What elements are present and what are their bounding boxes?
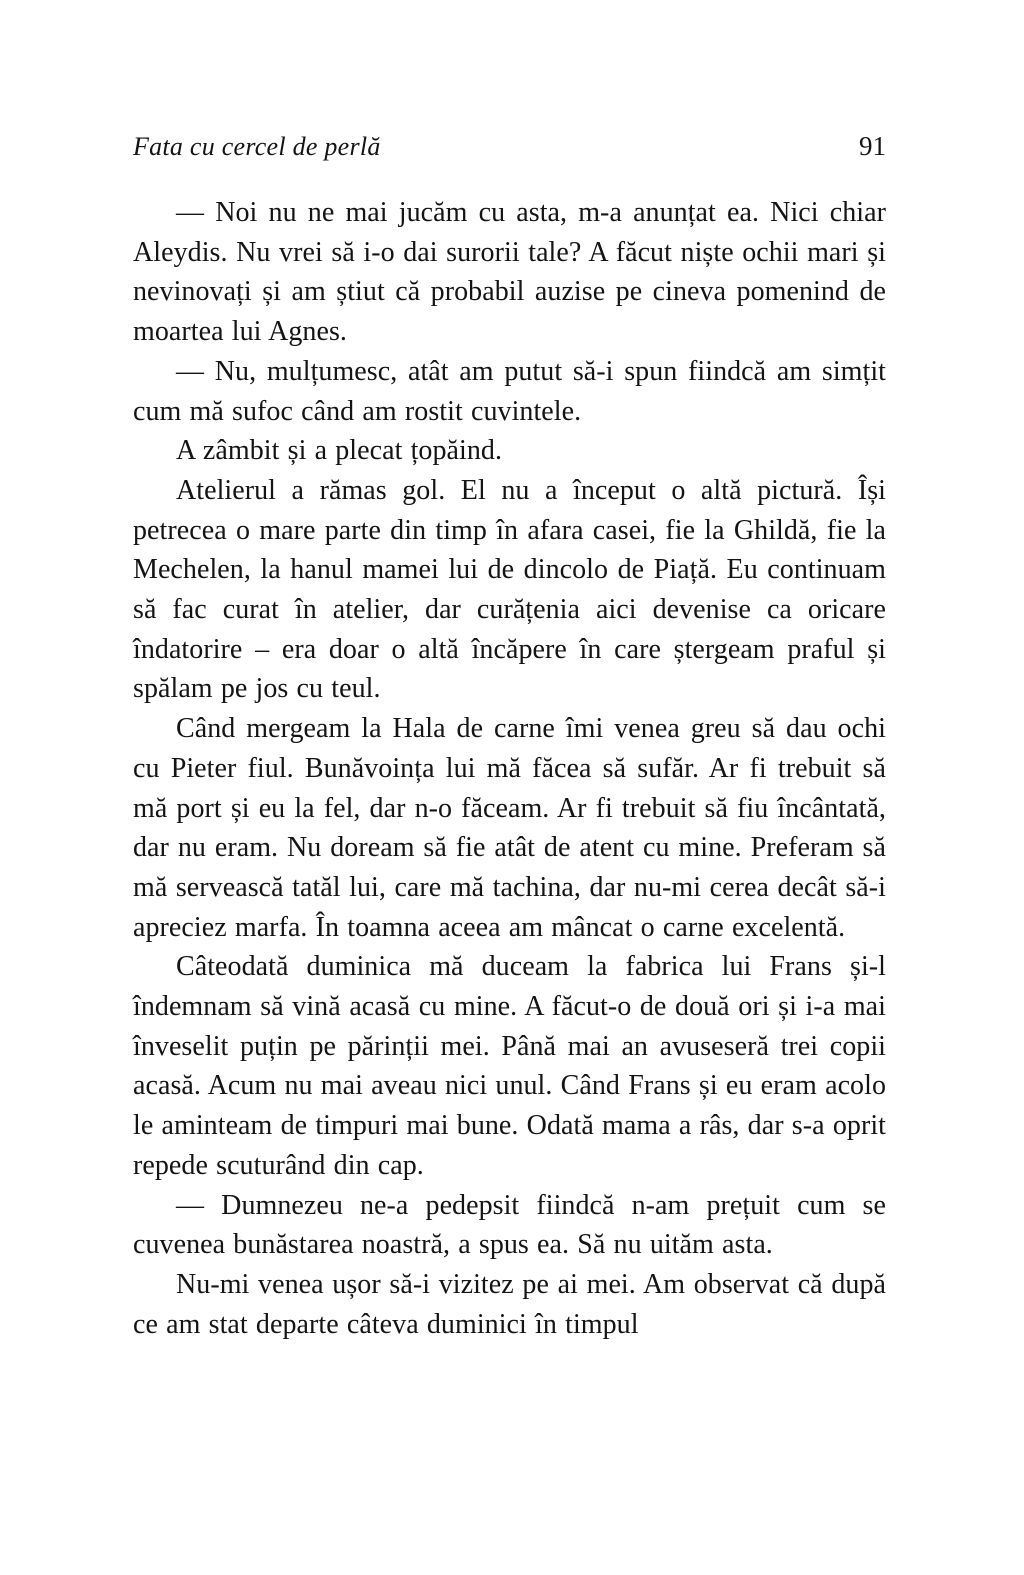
paragraph-narration-2: Atelierul a rămas gol. El nu a început o altă pictură. Își petrecea o mare parte din timp în afara casei, fie la Ghildă, fie la Mechelen, la hanul mamei lui de dincolo de Piață. Eu continuam să fac curat în atelier, dar curățenia aici devenise ca oricare îndatorire – era doar o altă încăpere în care ștergeam praful și spălam pe jos cu teul. [133,474,886,705]
paragraph-narration-1: A zâmbit și a plecat țopăind. [176,435,503,467]
running-header-title: Fata cu cercel de perlă [133,132,381,161]
page-number: 91 [859,131,886,161]
paragraph-narration-4: Câteodată duminica mă duceam la fabrica lui Frans și-l îndemnam să vină acasă cu mine. A făcut-o de două ori și i-a mai înveselit puțin pe părinții mei. Până mai an avuseseră trei copii acasă. Acum nu mai aveau nici unul. Când Frans și eu eram acolo le aminteam de timpuri mai bune. Odată mama a râs, dar s-a oprit repede scuturând din cap. [133,951,886,1181]
page-body [133,193,886,1344]
paragraph-narration-3: Când mergeam la Hala de carne îmi venea greu să dau ochi cu Pieter fiul. Bunăvoința lui mă făcea să sufăr. Ar fi trebuit să mă port și eu la fel, dar n-o făceam. Ar fi trebuit să fiu încântată, dar nu eram. Nu doream să fie atât de atent cu mine. Preferam să mă servească tatăl lui, care mă tachina, dar nu-mi cerea decât să-i apreciez marfa. În toamna aceea am mâncat o carne excelentă. [133,713,886,943]
paragraph-dialogue-2: — Nu, mulțumesc, atât am putut să-i spun fiindcă am simțit cum mă sufoc când am rostit cuvintele. [133,355,886,427]
paragraph-dialogue-3: — Dumnezeu ne-a pedepsit fiindcă n-am prețuit cum se cuvenea bunăstarea noastră, a spus ea. Să nu uităm asta. [133,1189,886,1261]
running-header [133,131,886,162]
paragraph-dialogue-1: — Noi nu ne mai jucăm cu asta, m-a anunțat ea. Nici chiar Aleydis. Nu vrei să i-o dai surorii tale? A făcut niște ochii mari și nevinovați și am știut că probabil auzise pe cineva pomenind de moartea lui Agnes. [133,197,886,348]
paragraph-narration-5: Nu-mi venea ușor să-i vizitez pe ai mei. Am observat că după ce am stat departe câteva duminici în timpul [133,1268,886,1340]
